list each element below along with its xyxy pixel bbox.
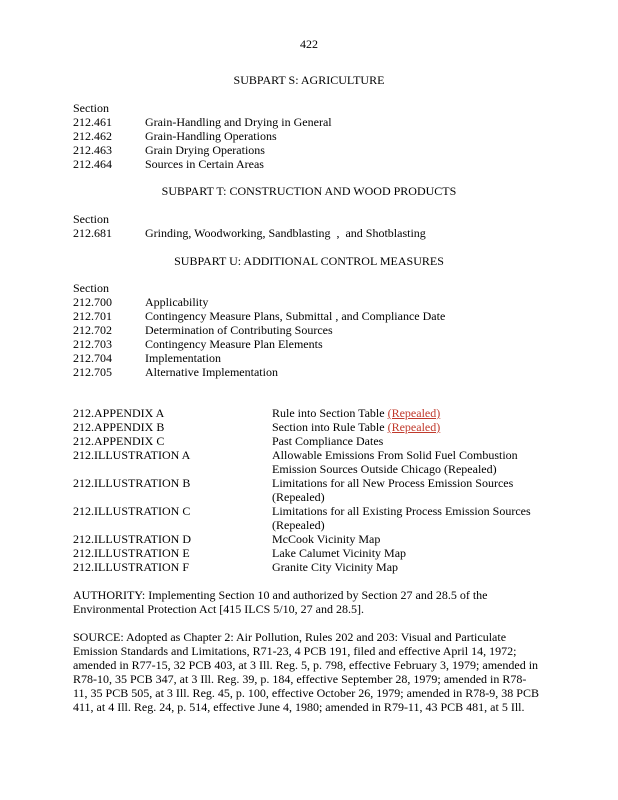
authority-line: Environmental Protection Act [415 ILCS 5/10, 27 and 28.5].: [73, 602, 364, 616]
subpart-u-heading: SUBPART U: ADDITIONAL CONTROL MEASURES: [174, 254, 444, 268]
section-title: Determination of Contributing Sources: [145, 323, 333, 337]
section-number: 212.463: [73, 143, 112, 157]
illustration-number: 212.ILLUSTRATION C: [73, 504, 191, 518]
section-label: Section: [73, 281, 109, 295]
source-line: 411, at 4 Ill. Reg. 24, p. 514, effective June 4, 1980; amended in R79-11, 43 PCB 481, at 5 Ill.: [73, 700, 525, 714]
section-title: Contingency Measure Plan Elements: [145, 337, 323, 351]
repealed-link[interactable]: (Repealed): [387, 420, 441, 434]
section-number: 212.703: [73, 337, 112, 351]
section-title: Contingency Measure Plans, Submittal , and Compliance Date: [145, 309, 446, 323]
illustration-number: 212.ILLUSTRATION D: [73, 532, 191, 546]
section-title: Applicability: [145, 295, 209, 309]
page-number: 422: [300, 37, 318, 51]
illustration-number: 212.ILLUSTRATION F: [73, 560, 189, 574]
illustration-title: Granite City Vicinity Map: [272, 560, 399, 574]
section-number: 212.700: [73, 295, 112, 309]
appendix-title: [272, 406, 440, 420]
source-line: 11, 35 PCB 505, at 3 Ill. Reg. 45, p. 100, effective October 26, 1979; amended in R78-9, 38 PCB: [73, 686, 539, 700]
section-title: Implementation: [145, 351, 221, 365]
illustration-number: 212.ILLUSTRATION A: [73, 448, 191, 462]
section-number: 212.704: [73, 351, 112, 365]
section-title: Sources in Certain Areas: [145, 157, 264, 171]
authority-line: AUTHORITY: Implementing Section 10 and authorized by Section 27 and 28.5 of the: [73, 588, 488, 602]
appendix-title-text: Rule into Section Table: [272, 406, 385, 420]
illustration-title-line: Limitations for all New Process Emission Sources: [272, 476, 514, 490]
section-number: 212.462: [73, 129, 112, 143]
subpart-t-heading: SUBPART T: CONSTRUCTION AND WOOD PRODUCTS: [161, 184, 457, 198]
source-line: SOURCE: Adopted as Chapter 2: Air Pollution, Rules 202 and 203: Visual and Particulate: [73, 630, 507, 644]
repealed-link[interactable]: (Repealed): [387, 406, 441, 420]
section-title: Grain-Handling and Drying in General: [145, 115, 332, 129]
source-line: amended in R77-15, 32 PCB 403, at 3 Ill. Reg. 5, p. 798, effective February 3, 1979; amended in: [73, 658, 539, 672]
section-number: 212.701: [73, 309, 112, 323]
source-line: Emission Standards and Limitations, R71-23, 4 PCB 191, filed and effective April 14, 1972;: [73, 644, 517, 658]
section-number: 212.464: [73, 157, 112, 171]
section-number: 212.702: [73, 323, 112, 337]
appendix-title: Past Compliance Dates: [272, 434, 384, 448]
illustration-number: 212.ILLUSTRATION B: [73, 476, 191, 490]
illustration-number: 212.ILLUSTRATION E: [73, 546, 190, 560]
source-line: R78-10, 35 PCB 347, at 3 Ill. Reg. 39, p. 184, effective September 28, 1979; amended in R78-: [73, 672, 527, 686]
section-label: Section: [73, 101, 109, 115]
section-title: Grain-Handling Operations: [145, 129, 277, 143]
illustration-title-line: (Repealed): [272, 490, 325, 504]
section-number: 212.461: [73, 115, 112, 129]
subpart-s-heading: SUBPART S: AGRICULTURE: [233, 73, 385, 87]
section-number: 212.705: [73, 365, 112, 379]
section-label: Section: [73, 212, 109, 226]
appendix-number: 212.APPENDIX B: [73, 420, 165, 434]
illustration-title-line: Allowable Emissions From Solid Fuel Combustion: [272, 448, 518, 462]
section-title: Grinding, Woodworking, Sandblasting , and Shotblasting: [145, 226, 426, 240]
appendix-number: 212.APPENDIX C: [73, 434, 165, 448]
section-title: Grain Drying Operations: [145, 143, 265, 157]
illustration-title-line: Limitations for all Existing Process Emission Sources: [272, 504, 531, 518]
section-number: 212.681: [73, 226, 112, 240]
section-title: Alternative Implementation: [145, 365, 278, 379]
illustration-title-line: (Repealed): [272, 518, 325, 532]
appendix-number: 212.APPENDIX A: [73, 406, 165, 420]
illustration-title: McCook Vicinity Map: [272, 532, 381, 546]
illustration-title-line: Emission Sources Outside Chicago (Repealed): [272, 462, 497, 476]
appendix-title: [272, 420, 440, 434]
illustration-title: Lake Calumet Vicinity Map: [272, 546, 407, 560]
appendix-title-text: Section into Rule Table: [272, 420, 385, 434]
